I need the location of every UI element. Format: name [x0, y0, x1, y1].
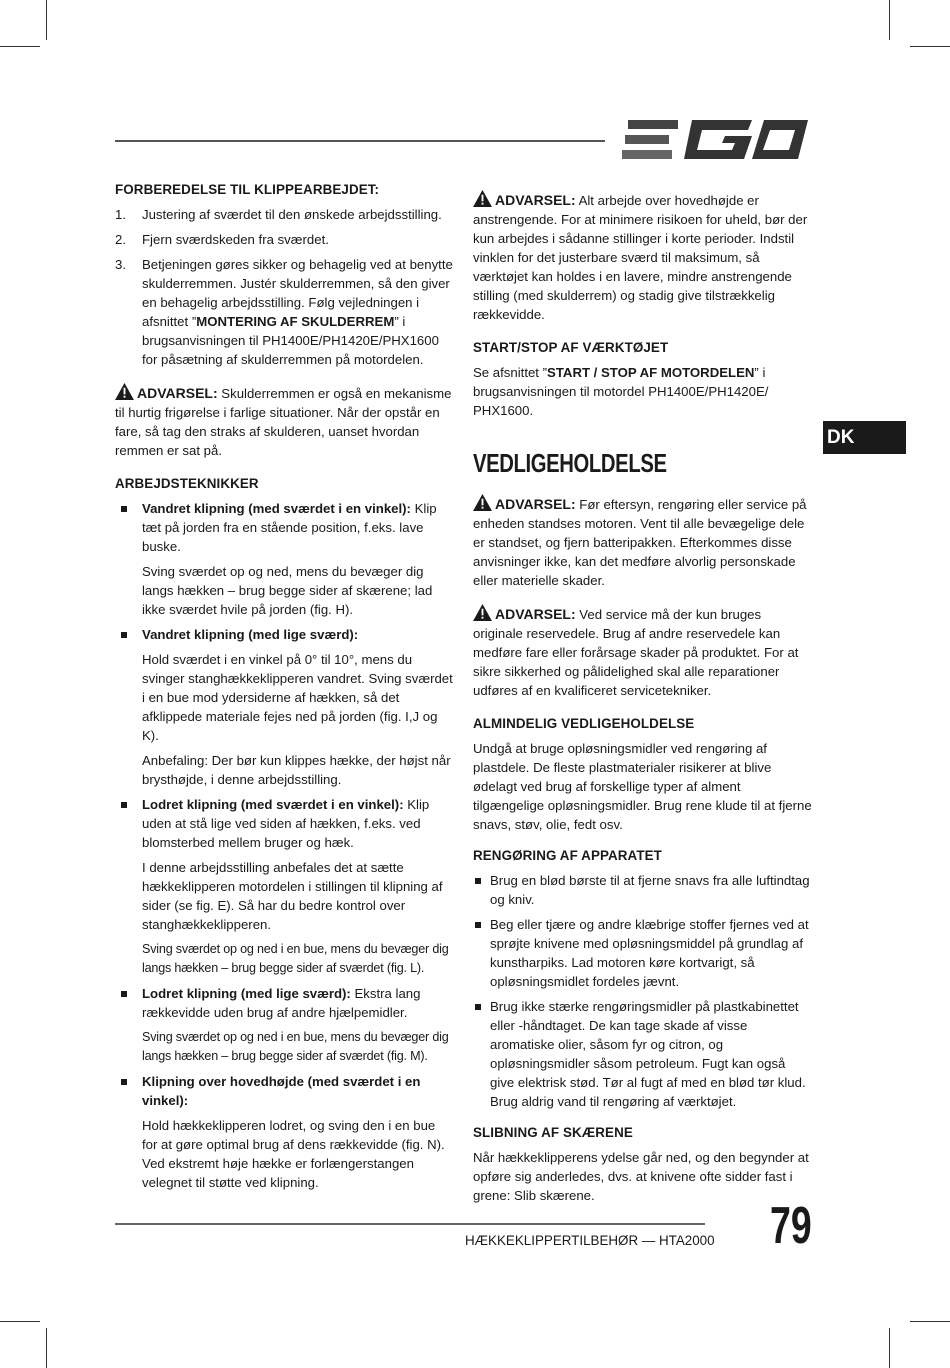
ego-logo: [622, 118, 810, 162]
footer-title: HÆKKEKLIPPERTILBEHØR — HTA2000: [465, 1233, 715, 1248]
bullet-icon: [121, 802, 127, 808]
bullet-icon: [121, 991, 127, 997]
paragraph: Sving sværdet op og ned, mens du bevæger dig langs hækken – brug begge sider af skærene; lad ikke sværdet hvile på jorden (fig. H).: [142, 564, 433, 617]
bullet-icon: [475, 1004, 481, 1010]
warning-block: ADVARSEL: Alt arbejde over hovedhøjde er anstrengende. For at minimere risikoen for uheld, bør der kun arbejdes i sådanne stillinger i korte perioder. Indstil vinklen for det justerbare sværd til maksimum, så værktøjet kan holdes i en lavere, mindre anstrengende stilling (med skulderrem) og stadig give tilstrækkelig rækkevidde.: [473, 192, 808, 322]
bullet-item: Lodret klipning (med sværdet i en vinkel): Klip uden at stå lige ved siden af hækken, f.eks. ved blomsterbed mellem bruger og hæk.: [115, 795, 453, 852]
warning-block: ADVARSEL: Før eftersyn, rengøring eller service på enheden standses motoren. Vent til alle bevægelige dele er standset, og fjern batteripakken. Efterkommes disse anvisninger ikke, kan det medføre alvorlig personskade eller materielle skader.: [473, 496, 807, 588]
section-heading: START/STOP AF VÆRKTØJET: [473, 340, 669, 355]
crop-mark: [0, 46, 40, 47]
bullet-icon: [475, 922, 481, 928]
bullet-item: Vandret klipning (med sværdet i en vinkel): Klip tæt på jorden fra en stående position, f.eks. lave buske.: [115, 499, 453, 556]
left-column: [115, 180, 453, 1198]
warning-block: ADVARSEL: Ved service må der kun bruges originale reservedele. Brug af andre reservedele kan medføre fare eller forårsage skader på produktet. For at sikre sikkerhed og pålidelighed skal alle reparationer udføres af en kvalificeret servicetekniker.: [473, 606, 799, 698]
crop-mark: [910, 46, 950, 47]
paragraph: Hold sværdet i en vinkel på 0° til 10°, mens du svinger stanghækkeklipperen vandret. Sving sværdet i en bue mod ydersiderne af hækken, så det afklippede materiale fejes ned på jorden (fig. I,J og K).: [142, 652, 453, 743]
crop-mark: [46, 1328, 47, 1368]
warning-block: ADVARSEL: Skulderremmen er også en mekanisme til hurtig frigørelse i farlige situationer. Når der opstår en fare, så tag den straks af skulderen, uanset hvordan remmen er sat på.: [115, 385, 452, 458]
paragraph: Se afsnittet ”START / STOP AF MOTORDELEN” i brugsanvisningen til motordel PH1400E/PH1420E/ PHX1600.: [473, 365, 769, 418]
chapter-heading: VEDLIGEHOLDELSE: [473, 448, 667, 478]
bullet-item: Brug en blød børste til at fjerne snavs fra alle luftindtag og kniv.: [473, 871, 813, 909]
paragraph: Anbefaling: Der bør kun klippes hække, der højst når brysthøjde, i denne arbejdsstilling.: [142, 753, 451, 787]
warning-triangle-icon: [473, 190, 492, 207]
bullet-item: Klipning over hovedhøjde (med sværdet i en vinkel):: [115, 1072, 453, 1110]
paragraph: Når hækkeklipperens ydelse går ned, og den begynder at opføre sig anderledes, dvs. at knivene ofte sidder fast i grene: Slib skærene.: [473, 1150, 809, 1203]
crop-mark: [910, 1321, 950, 1322]
footer-rule: [115, 1223, 705, 1225]
list-item: 2. Fjern sværdskeden fra sværdet.: [115, 232, 329, 247]
paragraph: Sving sværdet op og ned i en bue, mens du bevæger dig langs hækken – brug begge sider af sværdet (fig. L).: [142, 942, 449, 975]
header-rule: [115, 140, 605, 142]
section-heading: FORBEREDELSE TIL KLIPPEARBEJDET:: [115, 182, 380, 197]
bullet-icon: [475, 878, 481, 884]
bullet-item: Vandret klipning (med lige sværd):: [115, 625, 453, 644]
paragraph: I denne arbejdsstilling anbefales det at sætte hækkeklipperen motordelen i stillingen til klipning af sider (se fig. E). Så har du bedre kontrol over stanghækkeklipperen.: [142, 860, 443, 932]
crop-mark: [889, 1328, 890, 1368]
paragraph: Undgå at bruge opløsningsmidler ved rengøring af plastdele. De fleste plastmaterialer risikerer at blive ødelagt ved brug af forskellige typer af alment tilgængelige opløsningsmidler. Brug rene klude til at fjerne snavs, støv, olie, fedt osv.: [473, 741, 812, 832]
page-number: 79: [770, 1197, 812, 1255]
crop-mark: [46, 0, 47, 40]
bullet-icon: [121, 1079, 127, 1085]
warning-triangle-icon: [473, 604, 492, 621]
bullet-item: Lodret klipning (med lige sværd): Ekstra lang rækkevidde uden brug af andre hjælpemidler.: [115, 984, 453, 1022]
bullet-icon: [121, 506, 127, 512]
crop-mark: [0, 1321, 40, 1322]
paragraph: Hold hækkeklipperen lodret, og sving den i en bue for at gøre optimal brug af dens rækkevidde (fig. N). Ved ekstremt høje hække er forlængerstangen velegnet til støtte ved klipning.: [142, 1118, 445, 1190]
section-heading: ARBEJDSTEKNIKKER: [115, 476, 259, 491]
section-heading: ALMINDELIG VEDLIGEHOLDELSE: [473, 716, 695, 731]
right-column: [473, 190, 813, 1205]
warning-triangle-icon: [473, 494, 492, 511]
paragraph: Sving sværdet op og ned i en bue, mens du bevæger dig langs hækken – brug begge sider af sværdet (fig. M).: [142, 1030, 449, 1063]
bullet-item: Beg eller tjære og andre klæbrige stoffer fjernes ved at sprøjte knivene med opløsningsmiddel på grundlag af kunstharpiks. Lad motoren køre kortvarigt, så opløsningsmidlet fordeles jævnt.: [473, 915, 813, 991]
language-tab: DK: [823, 421, 906, 454]
bullet-icon: [121, 632, 127, 638]
section-heading: SLIBNING AF SKÆRENE: [473, 1125, 633, 1140]
list-item: 1. Justering af sværdet til den ønskede arbejdsstilling.: [115, 207, 442, 222]
warning-triangle-icon: [115, 383, 134, 400]
crop-mark: [889, 0, 890, 40]
section-heading: RENGØRING AF APPARATET: [473, 848, 662, 863]
list-item: 3. Betjeningen gøres sikker og behagelig ved at benytte skulderremmen. Justér skulderremmen, så den giver en behagelig arbejdsstilling. Følg vejledningen i afsnittet ”MONTERING AF SKULDERREM” i brugsanvisningen til PH1400E/PH1420E/PHX1600 for påsætning af skulderremmen på motordelen.: [115, 257, 453, 367]
bullet-item: Brug ikke stærke rengøringsmidler på plastkabinettet eller -håndtaget. De kan tage skade af visse aromatiske olier, såsom fyr og citron, og opløsningsmidler såsom petroleum. Fugt kan også give elektrisk stød. Tør al fugt af med en blød tør klud. Brug aldrig vand til rengøring af værktøjet.: [473, 997, 813, 1111]
